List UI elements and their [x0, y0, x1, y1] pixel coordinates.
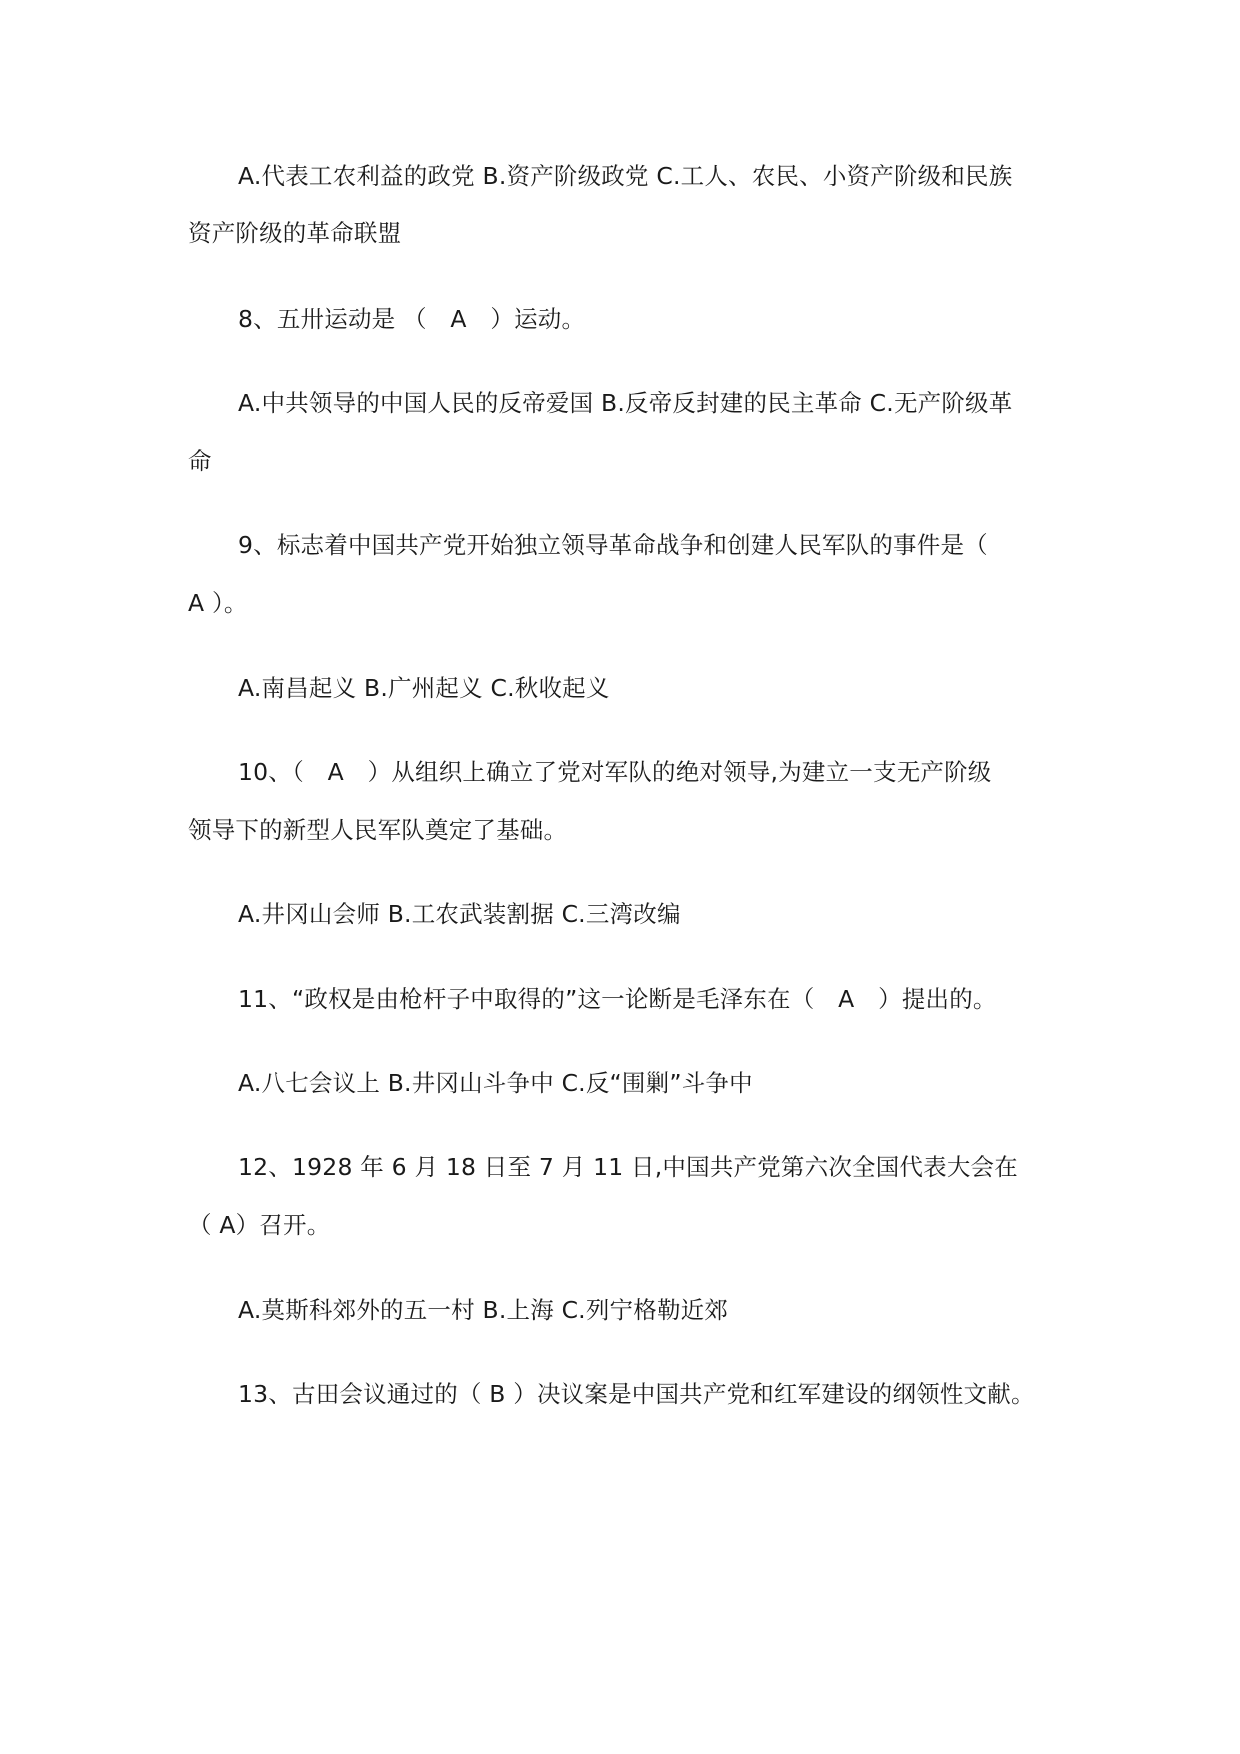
q11-question: 11、“政权是由枪杆子中取得的”这一论断是毛泽东在（ A ）提出的。: [238, 985, 997, 1013]
q8-options-line-2: 命: [188, 447, 212, 475]
q13-question: 13、古田会议通过的（ B ）决议案是中国共产党和红军建设的纲领性文献。: [238, 1380, 1035, 1408]
q7-options-line-1: A.代表工农利益的政党 B.资产阶级政党 C.工人、农民、小资产阶级和民族: [238, 162, 1013, 190]
q12-question-line-2: （ A）召开。: [188, 1211, 331, 1239]
q9-question-line-2: A ）。: [188, 589, 248, 617]
q10-options: A.井冈山会师 B.工农武装割据 C.三湾改编: [238, 900, 681, 928]
q7-options-line-2: 资产阶级的革命联盟: [188, 219, 402, 247]
q9-options: A.南昌起义 B.广州起义 C.秋收起义: [238, 674, 610, 702]
q10-question-line-1: 10、（ A ）从组织上确立了党对军队的绝对领导,为建立一支无产阶级: [238, 758, 992, 786]
q8-options-line-1: A.中共领导的中国人民的反帝爱国 B.反帝反封建的民主革命 C.无产阶级革: [238, 389, 1013, 417]
q12-question-line-1: 12、1928 年 6 月 18 日至 7 月 11 日,中国共产党第六次全国代表大会在: [238, 1153, 1018, 1181]
q9-question-line-1: 9、标志着中国共产党开始独立领导革命战争和创建人民军队的事件是（: [238, 531, 988, 559]
q8-question: 8、五卅运动是 （ A ）运动。: [238, 305, 586, 333]
q12-options: A.莫斯科郊外的五一村 B.上海 C.列宁格勒近郊: [238, 1296, 729, 1324]
q11-options: A.八七会议上 B.井冈山斗争中 C.反“围剿”斗争中: [238, 1069, 753, 1097]
q10-question-line-2: 领导下的新型人民军队奠定了基础。: [188, 816, 568, 844]
